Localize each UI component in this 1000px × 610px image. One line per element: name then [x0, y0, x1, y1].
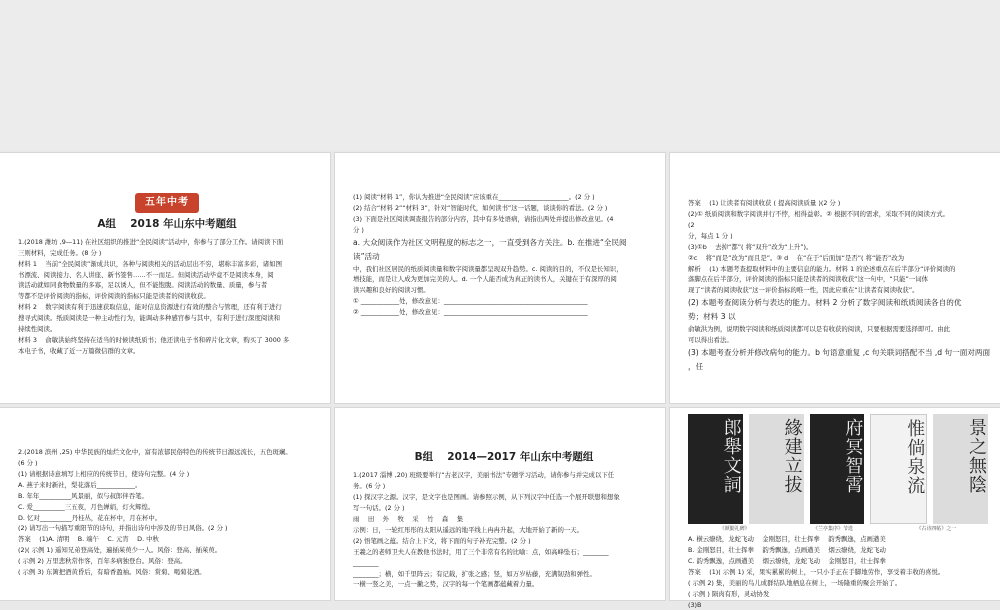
calligraphy-image-3: 府冥智霄 — [810, 414, 865, 524]
p5-lines — [353, 471, 655, 590]
text-line: 读兴趣和良好的阅读习惯。 — [353, 286, 430, 295]
text-line: 三则材料，完成任务。(8 分 ) — [18, 248, 102, 257]
text-line: 示例：日，一轮红彤彤的太阳从遥远的地平线上冉冉升起，大地开始了新的一天。 — [353, 525, 584, 534]
page-6 — [670, 408, 1000, 609]
calligraphy-images — [688, 414, 988, 524]
text-line: 1.(2017 淄博 ,20) 班级要举行“古老汉字，美丽书法”专题学习活动，请你参与并完成以下任 — [353, 471, 615, 480]
text-line: 务。(6 分 ) — [353, 482, 386, 491]
text-line: (3)B — [688, 600, 702, 609]
text-line: 材料 2 数字阅读有利于迅速获取信息，能对信息资源进行有效的整合与管理，还有利于进行 — [18, 303, 282, 312]
p6-lines — [688, 535, 992, 610]
text-line: 雨 田 外 牧 采 竹 森 集 — [353, 514, 464, 523]
text-line: ② ____________处，修改意见：_____________________________________________ — [353, 308, 588, 317]
text-line: (2) 结合“材料 2”“材料 3”，针对“智能时代，如何读书”这一话题，谈谈你的看法。(2 分 ) — [353, 203, 608, 212]
text-line: C. 韵秀飘逸，点画遒美 烟云缭绕，龙蛇飞动 金刚怒目，壮士挥拳 — [688, 556, 886, 565]
text-line: (2)① 纸质阅读和数字阅读并行不悖，相得益彰。② 根据不同的需求，采取不同的阅读方式。 — [688, 209, 950, 218]
section-badge: 五年中考 — [135, 193, 199, 213]
text-line: ________；横，如千里阵云；有记载，扩张之感；竖，如万岁枯藤，充满韧劲和弹性。 — [353, 569, 596, 578]
text-line: 材料 1 当前“全民阅读”渐成共识，各种与阅读相关的活动层出不穷，堪称丰富多彩，诸如图 — [18, 259, 282, 268]
text-line: 中，我们社区居民的纸质阅读量和数字阅读量都呈现双升趋势。c. 阅读的目的，不仅是长知识， — [353, 264, 623, 273]
text-line: 落脚点在后半部分，评价阅读的指标只能是读者的阅读收获”这一句中，“只能”一词体 — [688, 275, 928, 284]
calligraphy-image-1: 郎舉文詞 — [688, 414, 743, 524]
top-blank-area — [0, 0, 1000, 150]
p1-lines — [18, 238, 316, 357]
text-line: 增技能，而是让人成为更加完美的人。d. 一个人能否成为真正的读书人，关键在于有深厚的阅 — [353, 275, 617, 284]
text-line: ________ — [353, 558, 379, 567]
text-line: A. 横云缭绕，龙蛇飞动 金刚怒目，壮士挥拳 韵秀飘逸，点画遒美 — [688, 535, 886, 543]
text-line: 可以得出看法。 — [688, 336, 733, 345]
text-line: (2) 请写出一句描写重阳节的诗句，并指出诗句中涉及的节日风俗。(2 分 ) — [18, 524, 228, 533]
text-line: ，任 — [688, 361, 704, 371]
text-line: 解析 (1) 本题考查提取材料中的主要信息的能力。材料 1 的论述重点在后半部分“评价阅读的 — [688, 264, 956, 273]
text-line: ( 示例 3) 东篱把酒黄昏后，有暗香盈袖。风俗：赏菊、喝菊花酒。 — [18, 568, 206, 577]
caption-3: 《古诗四帖》之一 — [916, 526, 957, 532]
group-title: A组 2018 年山东中考题组 — [97, 217, 237, 230]
text-line: 材料 3 俞敏洪始终坚持在适当的时候读纸质书；他还读电子书和碎片化文章，购买了 3000 多 — [18, 336, 290, 345]
text-line: 王羲之的老师卫夫人在教他书法时，用了三个非常有名的比喻：点，如高峰坠石；________ — [353, 547, 609, 556]
text-line: C. 爱__________三五夜，月色婵娟，灯火辉煌。 — [18, 502, 155, 511]
text-line: 持续性阅读。 — [18, 325, 57, 334]
text-line: 本电子书，收藏了近一万篇微信群的文章。 — [18, 346, 140, 355]
text-line: 搜寻式阅读。纸质阅读是一种主动性行为，能调动多种感官参与其中，有利于进行深度阅读和 — [18, 314, 281, 323]
text-line: ( 示例 2) 集，美丽的鸟儿成群结队地栖息在树上，一场隆重的聚会开始了。 — [688, 578, 902, 587]
text-line: (2) 悟笔画之蕴。结合上下文，将下面的句子补充完整。(2 分 ) — [353, 536, 531, 545]
page-4 — [0, 408, 330, 600]
text-line: 写一句话。(2 分 ) — [353, 504, 405, 513]
page-5 — [335, 408, 665, 600]
text-line: 读”活动 — [353, 251, 380, 261]
text-line: A. 燕子来时新社，梨花落后____________。 — [18, 480, 142, 489]
text-line: (6 分 ) — [18, 458, 38, 467]
text-line: 俞敏洪为例，说明数字阅读和纸质阅读都可以是有收获的阅读，只要根据需要选择即可。由此 — [688, 325, 951, 334]
text-line: (2)( 示例 1) 遥知兄弟登高处，遍插茱萸少一人。风俗：登高、插茱萸。 — [18, 546, 222, 555]
text-line: 答案 (1)A. 清明 B. 端午 C. 元宵 D. 中秋 — [18, 535, 159, 544]
page-2 — [335, 153, 665, 403]
text-line: ( 示例 2) 万里悲秋常作客，百年多病独登台。风俗：登高。 — [18, 557, 187, 566]
text-line: 1.(2018 潍坊 ,9—11) 在社区组织的推进“全民阅读”活动中，你参与了部分工作。请阅读下面 — [18, 237, 284, 246]
text-line: (1) 阅读“材料 1”，你认为推进“全民阅读”应该重在______________________。(2 分 ) — [353, 193, 595, 201]
p3-lines2 — [688, 325, 992, 346]
text-line: ① ____________处，修改意见：_____________________________________________ — [353, 297, 588, 306]
p2-big — [353, 237, 655, 264]
text-line: 答案 (1)( 示例 1) 采，果实累累的树上，一只小手正在手脚地劳作，享受着丰收的喜悦。 — [688, 567, 945, 576]
text-line: 等都不是评价阅读的指标，评价阅读的指标只能是读者的阅读收获。 — [18, 292, 210, 301]
text-line: a. 大众阅读作为社区文明程度的标志之一，一直受到各方关注。b. 在推进“全民阅 — [353, 237, 627, 247]
text-line: (2 — [688, 220, 695, 229]
text-line: 势；材料 3 以 — [688, 312, 736, 322]
calligraphy-captions — [688, 526, 988, 534]
caption-2: 《兰亭集序》节选 — [812, 526, 853, 532]
p2-lines — [353, 193, 655, 236]
p4-lines — [18, 448, 316, 578]
text-line: (3) 下面是社区阅读调查报告的部分内容，其中有多处语病，请指出两处并提出修改意见。(4 — [353, 214, 614, 223]
group-title-b: B组 2014—2017 年山东中考题组 — [414, 451, 594, 463]
text-line: B. 年年__________风景丽，似与叔郎伴吞笔。 — [18, 491, 148, 500]
p3-big2 — [688, 347, 992, 374]
text-line: ②c 将“而是”改为“而且是”。③ d 在“在于”后面加“是否”( 将“能否”改为 — [688, 253, 905, 262]
text-line: ( 示例 ) 陨肉有形，灵动协发 — [688, 589, 770, 598]
calligraphy-image-5: 景之無陰 — [933, 414, 988, 524]
text-line: 2.(2018 滨州 ,25) 中华民族的灿烂文化中，富有浓郁民俗特色的传统节日源远流长，五色斑斓。 — [18, 448, 292, 456]
text-line: B. 金刚怒目，壮士挥拳 韵秀飘逸，点画遒美 烟云缭绕，龙蛇飞动 — [688, 545, 886, 554]
text-line: (1) 请根据诗意填写上相应的传统节日，使诗句完整。(4 分 ) — [18, 469, 190, 478]
text-line: 一横一竖之美，一点一撇之势，汉字的每一个笔画都蕴藏着力量。 — [353, 580, 539, 589]
text-line: (3)①b 去掉“都”( 将“双升”改为“上升”)。 — [688, 242, 813, 251]
page-3 — [670, 153, 1000, 403]
text-line: (1) 探汉字之源。汉字，是文字也是图画。请参照示例，从下列汉字中任选一个展开联想和想象 — [353, 493, 620, 502]
badge-row — [18, 193, 316, 213]
text-line: (3) 本题考查分析并修改病句的能力。b 句语意重复 ,c 句关联词搭配不当 ,d 句一面对两面 — [688, 347, 991, 357]
calligraphy-image-2: 緣建立拔 — [749, 414, 804, 524]
p3-big — [688, 297, 992, 324]
text-line: 分，每点 1 分 ) — [688, 231, 733, 240]
text-line: 分 ) — [353, 225, 364, 234]
text-line: D. 忆对__________丹桂丛，花在杯中，月在杯中。 — [18, 513, 162, 522]
p3-lines — [688, 199, 992, 296]
page-1 — [0, 153, 330, 403]
text-line: (2) 本题考查阅读分析与表达的能力。材料 2 分析了数字阅读和纸质阅读各自的优 — [688, 298, 962, 308]
p2-lines2 — [353, 265, 655, 319]
caption-1: 《颜勤礼碑》 — [719, 526, 750, 532]
text-line: 书漂流、阅读接力、名人讲座、新书签售……不一而足。但阅读活动毕竟不是阅读本身，阅 — [18, 270, 274, 279]
text-line: 答案 (1) 让读者有阅读收获 ( 提高阅读质量 )(2 分 ) — [688, 199, 841, 207]
calligraphy-image-4: 惟倘泉流 — [870, 414, 927, 524]
text-line: 现了“读者的阅读收获”这一评价指标的唯一性，因此应重在“让读者有阅读收获”。 — [688, 286, 919, 295]
text-line: 读活动就如同食物数量的多寡，足以诱人，但不能饱腹。阅读活动的数量、质量，参与者 — [18, 281, 268, 290]
